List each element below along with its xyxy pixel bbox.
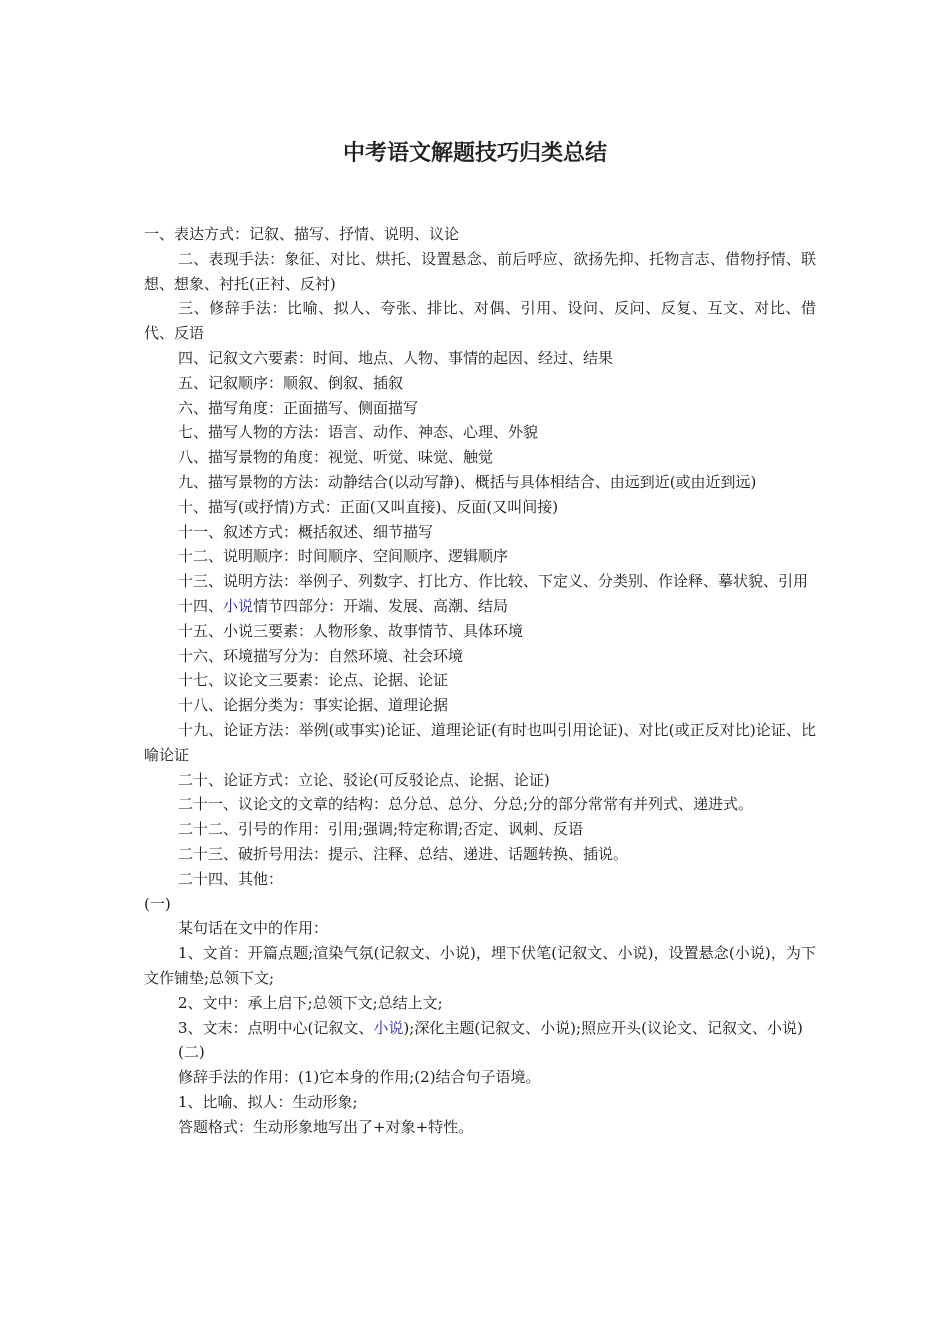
paragraph-plot-parts xyxy=(144,594,816,619)
paragraph-description-angle: 六、描写角度：正面描写、侧面描写 xyxy=(178,398,419,417)
paragraph-techniques: 二、表现手法：象征、对比、烘托、设置悬念、前后呼应、欲扬先抑、托物言志、借物抒情、联想、想象、衬托(正衬、反衬) xyxy=(144,249,816,293)
paragraph-quotation-marks: 二十二、引号的作用：引用;强调;特定称谓;否定、讽刺、反语 xyxy=(178,820,584,839)
paragraph-argument-methods: 十九、论证方法：举例(或事实)论证、道理论证(有时也叫引用论证)、对比(或正反对比)论证、比喻论证 xyxy=(144,720,816,764)
paragraph-scenery-methods: 九、描写景物的方法：动静结合(以动写静)、概括与具体相结合、由远到近(或由近到远) xyxy=(178,472,757,491)
paragraph-answer-format: 答题格式：生动形象地写出了+对象+特性。 xyxy=(178,1117,474,1136)
novel-link[interactable]: 小说 xyxy=(373,1018,404,1037)
paragraph-sentence-role: 某句话在文中的作用： xyxy=(178,919,329,938)
paragraph-text: );深化主题(记叙文、小说);照应开头(议论文、记叙文、小说) xyxy=(403,1018,803,1037)
paragraph-text: 情节四部分：开端、发展、高潮、结局 xyxy=(253,596,509,615)
paragraph-rhetoric-role: 修辞手法的作用：(1)它本身的作用;(2)结合句子语境。 xyxy=(178,1068,541,1087)
paragraph-metaphor: 1、比喻、拟人：生动形象; xyxy=(178,1092,358,1111)
paragraph-opening-role: 1、文首：开篇点题;渲染气氛(记叙文、小说)，埋下伏笔(记叙文、小说)，设置悬念(小说)，为下文作铺垫;总领下文; xyxy=(144,944,816,987)
paragraph-argument-elements: 十七、议论文三要素：论点、论据、论证 xyxy=(178,671,449,690)
section-marker-one: (一) xyxy=(144,894,171,913)
paragraph-narration-modes: 十一、叙述方式：概括叙述、细节描写 xyxy=(178,522,434,541)
document-title: 中考语文解题技巧归类总结 xyxy=(342,141,607,166)
paragraph-argument-modes: 二十、论证方式：立论、驳论(可反驳论点、论据、论证) xyxy=(178,770,550,789)
paragraph-argument-structure: 二十一、议论文的文章的结构：总分总、总分、分总;分的部分常常有并列式、递进式。 xyxy=(178,795,754,814)
paragraph-text: 十四、 xyxy=(178,596,224,615)
paragraph-narrative-order: 五、记叙顺序：顺叙、倒叙、插叙 xyxy=(178,373,404,392)
paragraph-exposition-methods: 十三、说明方法：举例子、列数字、打比方、作比较、下定义、分类别、作诠释、摹状貌、引用 xyxy=(178,572,809,591)
paragraph-evidence-types: 十八、论据分类为：事实论据、道理论据 xyxy=(178,696,449,715)
novel-link[interactable]: 小说 xyxy=(223,596,254,615)
paragraph-text: 3、文末：点明中心(记叙文、 xyxy=(178,1018,374,1037)
paragraph-character-description: 七、描写人物的方法：语言、动作、神态、心理、外貌 xyxy=(178,423,539,442)
paragraph-dash-usage: 二十三、破折号用法：提示、注释、总结、递进、话题转换、插说。 xyxy=(178,844,629,863)
paragraph-other: 二十四、其他： xyxy=(178,869,284,888)
paragraph-scenery-angle: 八、描写景物的角度：视觉、听觉、味觉、触觉 xyxy=(178,448,494,467)
document-body xyxy=(144,222,816,1139)
paragraph-exposition-order: 十二、说明顺序：时间顺序、空间顺序、逻辑顺序 xyxy=(178,547,509,566)
paragraph-ending-role xyxy=(144,1016,816,1041)
paragraph-environment: 十六、环境描写分为：自然环境、社会环境 xyxy=(178,646,464,665)
paragraph-middle-role: 2、文中：承上启下;总领下文;总结上文; xyxy=(178,993,443,1012)
section-marker-two: (二) xyxy=(178,1043,205,1062)
paragraph-narrative-elements: 四、记叙文六要素：时间、地点、人物、事情的起因、经过、结果 xyxy=(178,348,614,367)
paragraph-description-modes: 十、描写(或抒情)方式：正面(又叫直接)、反面(又叫间接) xyxy=(178,497,559,516)
paragraph-rhetoric: 三、修辞手法：比喻、拟人、夸张、排比、对偶、引用、设问、反问、反复、互文、对比、借代、反语 xyxy=(144,299,816,343)
paragraph-novel-elements: 十五、小说三要素：人物形象、故事情节、具体环境 xyxy=(178,621,524,640)
paragraph-expression-modes: 一、表达方式：记叙、描写、抒情、说明、议论 xyxy=(144,225,460,243)
